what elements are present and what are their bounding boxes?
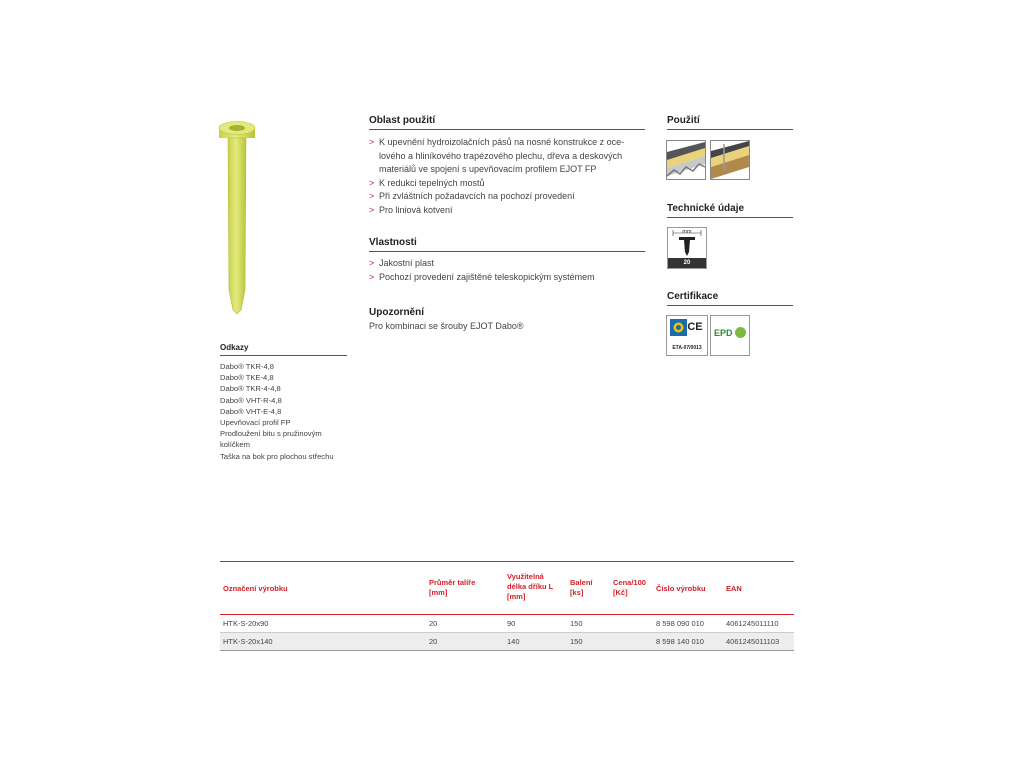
- table-cell: 4061245011103: [726, 637, 780, 646]
- col-header: Cena/100 [Kč]: [613, 578, 646, 597]
- odkazy-link[interactable]: Dabo® VHT-R-4,8: [220, 395, 282, 405]
- odkazy-link[interactable]: Dabo® TKR-4,8: [220, 362, 274, 371]
- certifikace-heading: Certifikace: [667, 291, 793, 306]
- table-cell: 20: [429, 637, 438, 646]
- bullet-marker: >: [369, 271, 375, 282]
- table-cell: HTK-S-20x90: [223, 619, 269, 628]
- table-cell: 90: [507, 619, 516, 628]
- epd-certificate: [710, 315, 750, 356]
- epd-circle-icon: [735, 327, 746, 338]
- odkazy-link[interactable]: Prodloužení bitu s pružinovým: [220, 429, 322, 439]
- odkazy-link[interactable]: Taška na bok pro plochou střechu: [220, 451, 334, 461]
- list-item: > K redukci tepelných mostů: [369, 177, 647, 191]
- eta-number-label: ETA-07/0013: [672, 345, 702, 351]
- table-cell: 150: [570, 637, 583, 646]
- odkazy-heading: Odkazy: [220, 343, 347, 356]
- anchor-profile-icon: [668, 228, 706, 258]
- table-cell: HTK-S-20x140: [223, 637, 273, 646]
- table-header: [220, 562, 794, 615]
- odkazy-link[interactable]: Upevňovací profil FP: [220, 418, 291, 428]
- table-cell: 150: [570, 619, 583, 628]
- odkazy-link[interactable]: kolíčkem: [220, 440, 250, 450]
- odkazy-link[interactable]: Dabo® TKE-4,8: [220, 373, 274, 383]
- table-row: [220, 615, 794, 633]
- diameter-value: 20: [668, 258, 706, 268]
- eta-ce-certificate: [666, 315, 708, 356]
- ce-mark-icon: CE: [687, 321, 703, 333]
- bullet-marker: >: [369, 204, 375, 215]
- dimension-label: mm: [682, 229, 692, 235]
- pouziti-heading: Použití: [667, 115, 793, 130]
- list-item: > Pochozí provedení zajištěné teleskopickým systémem: [369, 271, 647, 285]
- epd-logo-icon: EPD: [714, 328, 733, 338]
- odkazy-link[interactable]: Dabo® VHT-E-4,8: [220, 406, 282, 416]
- col-header: Číslo výrobku: [656, 584, 706, 593]
- product-table: [220, 561, 794, 651]
- upozorneni-text: Pro kombinaci se šrouby EJOT Dabo®: [369, 321, 524, 331]
- table-cell: 140: [507, 637, 520, 646]
- col-header: Využitelná délka dříku L [mm]: [507, 572, 554, 601]
- vlastnosti-list: [369, 257, 647, 284]
- list-item: > Pro liniová kotvení: [369, 204, 647, 218]
- col-header: Označení výrobku: [223, 584, 288, 593]
- col-header: Průměr talíře [mm]: [429, 578, 476, 597]
- vlastnosti-heading: Vlastnosti: [369, 237, 645, 252]
- col-header: EAN: [726, 584, 742, 593]
- usage-image-wood-deck: [710, 140, 750, 180]
- bullet-marker: >: [369, 191, 375, 201]
- oblast-pouziti-heading: Oblast použití: [369, 115, 645, 130]
- col-header: Balení [ks]: [570, 578, 593, 597]
- table-cell: 20: [429, 619, 438, 628]
- odkazy-list: [220, 361, 350, 462]
- table-cell: 8 598 140 010: [656, 637, 704, 646]
- usage-image-steel-deck: [666, 140, 706, 180]
- list-item: > Jakostní plast: [369, 257, 647, 271]
- bullet-marker: >: [369, 137, 375, 147]
- product-image-anchor-sleeve: [214, 120, 260, 320]
- upozorneni-heading: Upozornění: [369, 307, 424, 318]
- technicke-udaje-heading: Technické údaje: [667, 203, 793, 218]
- list-item: > K upevnění hydroizolačních pásů na nosné konstrukce z oce-lového a hliníkového trapézového plechu, dřeva a deskových materiálů ve spojení s upevňovacím profilem EJOT FP: [369, 137, 625, 174]
- odkazy-link[interactable]: Dabo® TKR-4-4,8: [220, 384, 281, 394]
- list-item: > Při zvláštních požadavcích na pochozí provedení: [369, 190, 647, 204]
- bullet-marker: >: [369, 258, 375, 268]
- eta-logo-icon: [670, 319, 687, 336]
- technical-drawing-box: [667, 227, 707, 269]
- table-cell: 4061245011110: [726, 619, 779, 628]
- bullet-marker: >: [369, 177, 375, 188]
- table-cell: 8 598 090 010: [656, 619, 704, 628]
- table-row: [220, 633, 794, 651]
- oblast-pouziti-list: [369, 136, 647, 217]
